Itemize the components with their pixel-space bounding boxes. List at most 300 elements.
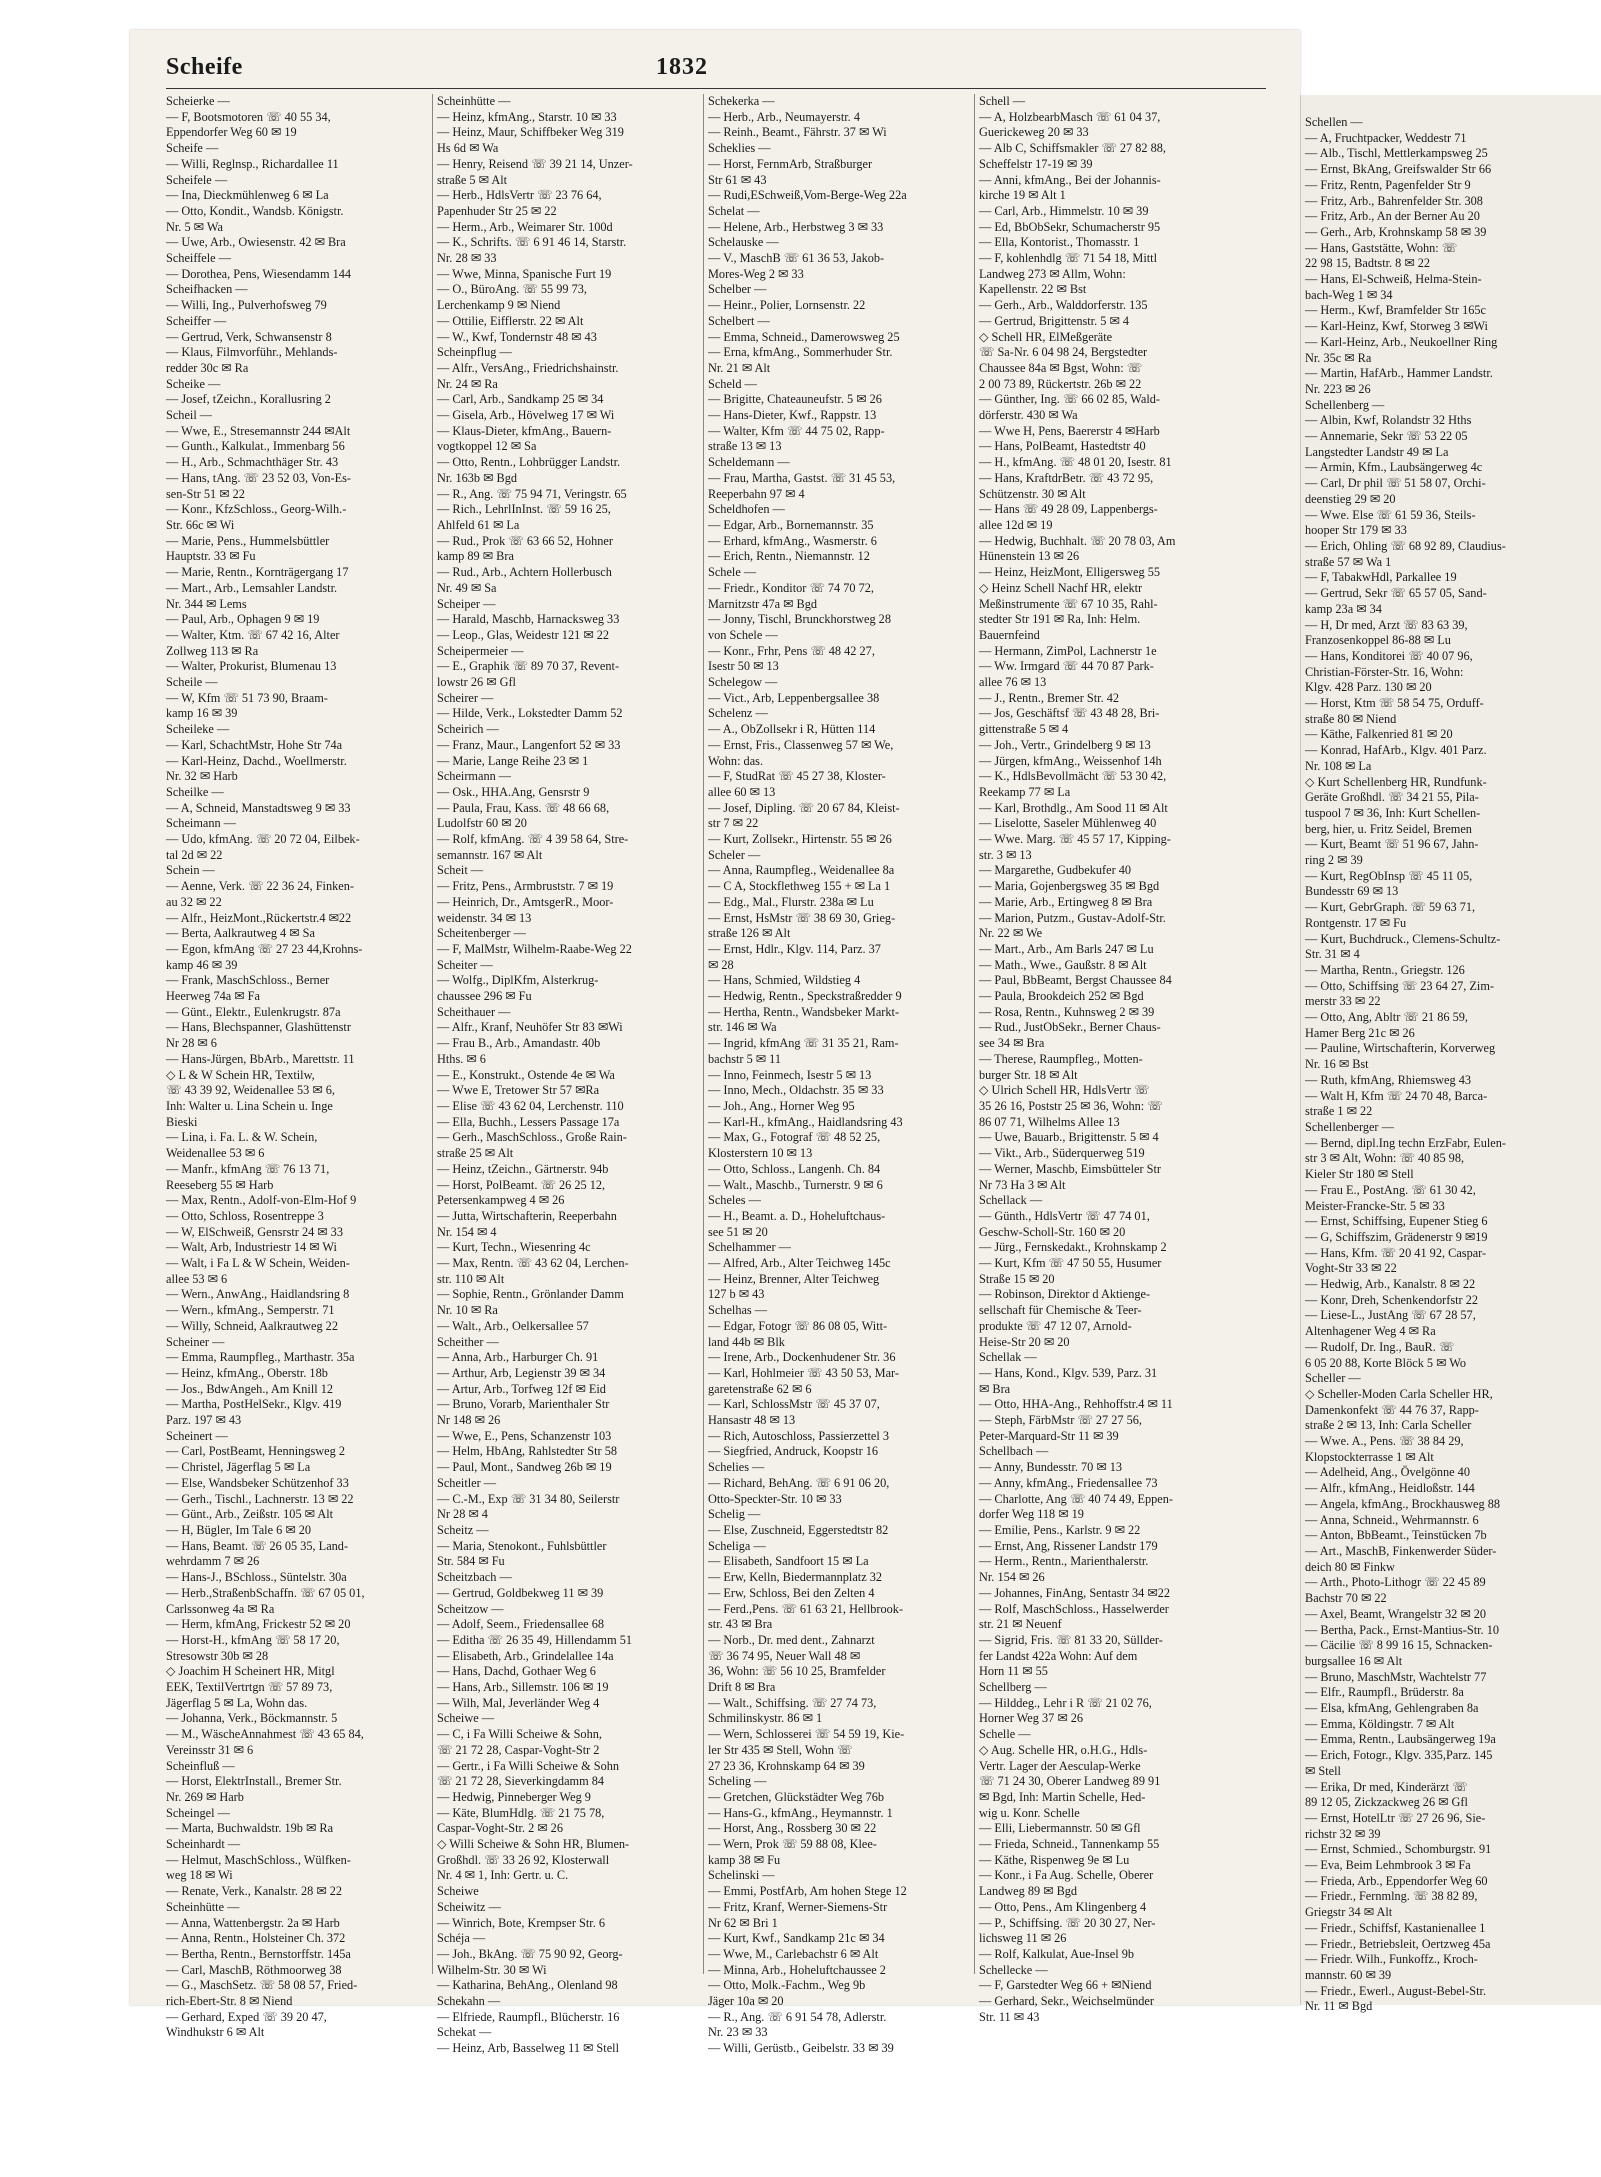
directory-line: — Elise ☏ 43 62 04, Lerchenstr. 110 (437, 1099, 624, 1113)
directory-line: Bundesstr 69 ✉ 13 (1305, 884, 1399, 899)
directory-line: Drift 8 ✉ Bra (708, 1680, 776, 1695)
directory-line: — Axel, Beamt, Wrangelstr 32 ✉ 20 (1305, 1606, 1487, 1621)
directory-line: — Horst, ElektrInstall., Bremer Str. (166, 1774, 342, 1789)
directory-line: — Anny, Bundesstr. 70 ✉ 13 (979, 1460, 1123, 1475)
directory-line: — Therese, Raumpfleg., Motten- (979, 1051, 1143, 1066)
directory-line: — Wwe E, Tretower Str 57 ✉Ra (437, 1083, 600, 1098)
directory-line: — Karl-H., kfmAng., Haidlandsring 43 (708, 1114, 903, 1129)
directory-line: Scheiwitz — (437, 1899, 501, 1914)
directory-line: — Martha, Rentn., Griegstr. 126 (1305, 962, 1465, 977)
directory-line: — Anny, kfmAng., Friedensallee 73 (979, 1475, 1158, 1490)
directory-line: ☏ 43 39 92, Weidenallee 53 ✉ 6, (166, 1083, 335, 1098)
directory-line: — Wwe. A., Pens. ☏ 38 84 29, (1305, 1434, 1464, 1449)
directory-line: — Günther, Ing. ☏ 66 02 85, Wald- (979, 392, 1161, 407)
directory-line: Eppendorfer Weg 60 ✉ 19 (166, 125, 297, 140)
directory-line: — Walt., Maschb., Turnerstr. 9 ✉ 6 (708, 1177, 883, 1192)
directory-line: — Heinz, kfmAng., Starstr. 10 ✉ 33 (437, 109, 617, 124)
directory-line: — Hans, Dachd, Gothaer Weg 6 (437, 1664, 596, 1679)
directory-line: — Walter, Kfm ☏ 44 75 02, Rapp- (708, 423, 885, 438)
facing-page (1300, 95, 1601, 2014)
directory-line: — Wwe, M., Carlebachstr 6 ✉ Alt (708, 1946, 879, 1961)
directory-line: — Willi, Reglnsp., Richardallee 11 (166, 156, 339, 171)
directory-line: ☏ Sa-Nr. 6 04 98 24, Bergstedter (979, 345, 1148, 360)
directory-line: ☏ 71 24 30, Oberer Landweg 89 91 (979, 1774, 1161, 1789)
directory-line: Isestr 50 ✉ 13 (708, 659, 779, 674)
directory-line: — Minna, Arb., Hoheluftchaussee 2 (708, 1962, 886, 1977)
directory-line: — Irene, Arb., Dockenhudener Str. 36 (708, 1350, 896, 1365)
directory-line: — Hans-G., kfmAng., Heymannstr. 1 (708, 1805, 893, 1820)
directory-line: — Günth., HdlsVertr ☏ 47 74 01, (979, 1208, 1150, 1223)
directory-line: 2 00 73 89, Rückertstr. 26b ✉ 22 (979, 376, 1142, 391)
directory-line: Ahlfeld 61 ✉ La (437, 517, 520, 532)
directory-line: Heise-Str 20 ✉ 20 (979, 1334, 1070, 1349)
directory-line: Schelat — (708, 203, 760, 218)
directory-line: — Hans-Dieter, Kwf., Rappstr. 13 (708, 408, 877, 423)
directory-line: — Helene, Arb., Herbstweg 3 ✉ 33 (708, 219, 884, 234)
directory-line: — Dorothea, Pens, Wiesendamm 144 (166, 266, 352, 281)
directory-line: — Kurt, Kfm ☏ 47 50 55, Husumer (979, 1256, 1162, 1271)
directory-line: — W, Kfm ☏ 51 73 90, Braam- (166, 690, 328, 705)
directory-line: — F, StudRat ☏ 45 27 38, Kloster- (708, 769, 886, 784)
directory-line: — Paula, Brookdeich 252 ✉ Bgd (979, 989, 1144, 1004)
directory-line: — Emmi, PostfArb, Am hohen Stege 12 (708, 1884, 907, 1899)
directory-line: Scheiffer — (166, 313, 227, 328)
directory-line: — Gerh., Tischl., Lachnerstr. 13 ✉ 22 (166, 1491, 354, 1506)
directory-line: — Günt., Elektr., Eulenkrugstr. 87a (166, 1004, 341, 1019)
directory-line: Scheit — (437, 863, 484, 878)
directory-line: — Frank, MaschSchloss., Berner (166, 973, 330, 988)
column-divider (974, 94, 975, 1974)
column-divider (432, 94, 433, 1974)
directory-line: — Otto, Kondit., Wandsb. Königstr. (166, 203, 344, 218)
directory-line: — Hedwig, Buchhalt. ☏ 20 78 03, Am (979, 533, 1176, 548)
directory-line: — Wern., kfmAng., Semperstr. 71 (166, 1303, 335, 1318)
directory-line: — Herm., Kwf, Bramfelder Str 165c (1305, 303, 1486, 318)
directory-line: — Walt., Schiffsing. ☏ 27 74 73, (708, 1695, 877, 1710)
directory-line: — W, ElSchweiß, Gensrstr 24 ✉ 33 (166, 1224, 343, 1239)
directory-line: — Gisela, Arb., Hövelweg 17 ✉ Wi (437, 408, 615, 423)
directory-line: — W., Kwf, Tondernstr 48 ✉ 43 (437, 329, 597, 344)
directory-line: allee 53 ✉ 6 (166, 1271, 228, 1286)
directory-line: — Steph, FärbMstr ☏ 27 27 56, (979, 1413, 1142, 1428)
directory-line: — Carl, Arb., Sandkamp 25 ✉ 34 (437, 392, 604, 407)
directory-line: Schellenberg — (1305, 397, 1385, 412)
directory-line: Schelle — (979, 1727, 1031, 1742)
directory-line: — Heinz, Maur, Schiffbeker Weg 319 (437, 125, 624, 140)
directory-line: — Rich., LehrlInInst. ☏ 59 16 25, (437, 502, 611, 517)
directory-line: Schmilinskystr. 86 ✉ 1 (708, 1711, 823, 1726)
directory-line: — Erich, Rentn., Niemannstr. 12 (708, 549, 870, 564)
directory-line: — Lina, i. Fa. L. & W. Schein, (166, 1130, 318, 1145)
column-divider (703, 94, 704, 1974)
directory-line: — C, i Fa Willi Scheiwe & Sohn, (437, 1727, 602, 1742)
directory-line: — Heinz, kfmAng., Oberstr. 18b (166, 1365, 328, 1380)
directory-line: — Wwe H, Pens, Baererstr 4 ✉Harb (979, 423, 1160, 438)
directory-line: Scheierke — (166, 94, 230, 108)
directory-line: — Carl, Dr phil ☏ 51 58 07, Orchi- (1305, 476, 1486, 491)
directory-line: — Konr., i Fa Aug. Schelle, Oberer (979, 1868, 1154, 1883)
directory-line: Scheinert — (166, 1428, 228, 1443)
directory-line: stedter Str 191 ✉ Ra, Inh: Helm. (979, 612, 1141, 627)
directory-line: ◇ Schell HR, ElMeßgeräte (979, 329, 1113, 344)
directory-line: garetenstraße 62 ✉ 6 (708, 1381, 812, 1396)
directory-line: Papenhuder Str 25 ✉ 22 (437, 203, 557, 218)
directory-line: Schelber — (708, 282, 767, 297)
directory-line: Nr. 35c ✉ Ra (1305, 350, 1372, 365)
directory-line: — Alfr., Kranf, Neuhöfer Str 83 ✉Wi (437, 1020, 623, 1035)
directory-line: Kieler Str 180 ✉ Stell (1305, 1167, 1414, 1182)
directory-line: mannstr. 60 ✉ 39 (1305, 1967, 1392, 1982)
directory-line: ☏ 36 74 95, Neuer Wall 48 ✉ (708, 1648, 861, 1663)
directory-line: — Winrich, Bote, Krempser Str. 6 (437, 1915, 605, 1930)
directory-line: — Gerh., MaschSchloss., Große Rain- (437, 1130, 627, 1145)
directory-line: — Willi, Ing., Pulverhofsweg 79 (166, 298, 327, 313)
directory-line: — Ernst, HsMstr ☏ 38 69 30, Grieg- (708, 910, 896, 925)
directory-line: — Erhard, kfmAng., Wasmerstr. 6 (708, 533, 877, 548)
directory-line: Scheler — (708, 847, 761, 862)
directory-line: — Bernd, dipl.Ing techn ErzFabr, Eulen- (1305, 1135, 1506, 1150)
directory-line: — Editha ☏ 26 35 49, Hillendamm 51 (437, 1632, 633, 1647)
directory-line: — Alb., Tischl, Mettlerkampsweg 25 (1305, 146, 1488, 161)
directory-line: burgsallee 16 ✉ Alt (1305, 1653, 1403, 1668)
directory-line: Scheifhacken — (166, 282, 248, 297)
directory-line: — Gertrud, Verk, Schwansenstr 8 (166, 329, 332, 344)
directory-line: — Anna, Rentn., Holsteiner Ch. 372 (166, 1931, 346, 1946)
directory-line: — Charlotte, Ang ☏ 40 74 49, Eppen- (979, 1491, 1173, 1506)
directory-line: Scheldemann — (708, 455, 790, 470)
directory-line: — Friedr., Ewerl., August-Bebel-Str. (1305, 1983, 1487, 1998)
directory-line: Scheither — (437, 1334, 499, 1349)
directory-line: — Jonny, Tischl, Brunckhorstweg 28 (708, 612, 891, 627)
directory-line: Scheiter — (437, 957, 493, 972)
directory-line: — Rud., JustObSekr., Berner Chaus- (979, 1020, 1161, 1035)
directory-line: Reeperbahn 97 ✉ 4 (708, 486, 805, 501)
facing-column (1305, 115, 1601, 2014)
directory-line: — Paul, Arb., Ophagen 9 ✉ 19 (166, 612, 320, 627)
directory-line: str. 110 ✉ Alt (437, 1271, 505, 1286)
directory-line: Jäger 10a ✉ 20 (708, 1994, 784, 2009)
directory-line: — Karl-Heinz, Arb., Neukoellner Ring (1305, 334, 1498, 349)
directory-line: — Otto, Schloss., Langenh. Ch. 84 (708, 1161, 881, 1176)
directory-line: Nr. 24 ✉ Ra (437, 376, 498, 391)
directory-line: — Friedr., Schiffsf, Kastanienallee 1 (1305, 1920, 1486, 1935)
directory-line: Scheiper — (437, 596, 496, 611)
directory-line: — Henry, Reisend ☏ 39 21 14, Unzer- (437, 156, 633, 171)
directory-line: Ludolfstr 60 ✉ 20 (437, 816, 527, 831)
directory-line: — Wern, Schlosserei ☏ 54 59 19, Kie- (708, 1727, 905, 1742)
directory-line: — Horst, FernmArb, Straßburger (708, 156, 873, 171)
directory-line: Scheiwe — (437, 1711, 495, 1726)
directory-line: — Paul, BbBeamt, Bergst Chaussee 84 (979, 973, 1172, 988)
column-4 (979, 94, 1239, 2024)
directory-line: — A, Fruchtpacker, Weddestr 71 (1305, 130, 1467, 145)
directory-line: — Friedr., Fernmlng. ☏ 38 82 89, (1305, 1889, 1478, 1904)
directory-line: — Robinson, Direktor d Aktienge- (979, 1287, 1151, 1302)
directory-line: — Heinz, HeizMont, Elligersweg 55 (979, 565, 1160, 580)
directory-line: Scheinhardt — (166, 1837, 241, 1852)
directory-line: Scheling — (708, 1774, 767, 1789)
directory-page (130, 30, 1300, 2056)
directory-line: — Maria, Gojenbergsweg 35 ✉ Bgd (979, 879, 1160, 894)
directory-line: str. 146 ✉ Wa (708, 1020, 777, 1035)
directory-line: — Frau, Martha, Gastst. ☏ 31 45 53, (708, 470, 896, 485)
directory-line: hooper Str 179 ✉ 33 (1305, 523, 1407, 538)
directory-line: — E., Konstrukt., Ostende 4e ✉ Wa (437, 1067, 615, 1082)
directory-line: — Fritz, Kranf, Werner-Siemens-Str (708, 1899, 888, 1914)
directory-line: — Konr, Dreh, Schenkendorfstr 22 (1305, 1292, 1478, 1307)
directory-line: — Siegfried, Andruck, Koopstr 16 (708, 1444, 879, 1459)
directory-line: — Rolf, Kalkulat, Aue-Insel 9b (979, 1946, 1135, 1961)
directory-line: str. 43 ✉ Bra (708, 1617, 773, 1632)
directory-line: — Hans, PolBeamt, Hastedtstr 40 (979, 439, 1146, 454)
directory-line: — Kurt, RegObInsp ☏ 45 11 05, (1305, 868, 1473, 883)
directory-line: — Werner, Maschb, Eimsbütteler Str (979, 1161, 1162, 1176)
directory-line: Schellberg — (979, 1680, 1047, 1695)
directory-line: — C A, Stockflethweg 155 + ✉ La 1 (708, 879, 891, 894)
directory-line: — Berta, Aalkrautweg 4 ✉ Sa (166, 926, 315, 941)
directory-line: Str. 584 ✉ Fu (437, 1554, 505, 1569)
directory-line: Schellack — (979, 1193, 1043, 1208)
directory-line: Schellbach — (979, 1444, 1049, 1459)
directory-line: — Bertha, Rentn., Bernstorffstr. 145a (166, 1946, 351, 1961)
directory-line: — Max, Rentn., Adolf-von-Elm-Hof 9 (166, 1193, 357, 1208)
directory-line: — Walter, Ktm. ☏ 67 42 16, Alter (166, 627, 340, 642)
directory-line: Scheliga — (708, 1538, 766, 1553)
directory-line: — Marie, Lange Reihe 23 ✉ 1 (437, 753, 589, 768)
directory-line: — Hedwig, Pinneberger Weg 9 (437, 1789, 591, 1804)
directory-line: — Helm, HbAng, Rahlstedter Str 58 (437, 1444, 617, 1459)
directory-line: — Armin, Kfm., Laubsängerweg 4c (1305, 460, 1483, 475)
directory-line: ◇ Ulrich Schell HR, HdlsVertr ☏ (979, 1083, 1150, 1098)
directory-line: Scheiner — (166, 1334, 225, 1349)
directory-line: — Wwe, E., Stresemannstr 244 ✉Alt (166, 423, 351, 438)
directory-line: Nr. 49 ✉ Sa (437, 580, 497, 595)
directory-line: — Konr., KfzSchloss., Georg-Wilh.- (166, 502, 347, 517)
directory-line: Klosterstern 10 ✉ 13 (708, 1146, 813, 1161)
directory-line: — Norb., Dr. med dent., Zahnarzt (708, 1632, 875, 1647)
directory-line: Nr. 10 ✉ Ra (437, 1303, 498, 1318)
directory-line: — Elfr., Raumpfl., Brüderstr. 8a (1305, 1685, 1464, 1700)
directory-line: ☏ 21 72 28, Caspar-Voght-Str 2 (437, 1742, 600, 1757)
directory-line: Bachstr 70 ✉ 22 (1305, 1591, 1387, 1606)
directory-line: — Gunth., Kalkulat., Immenbarg 56 (166, 439, 345, 454)
directory-line: weg 18 ✉ Wi (166, 1868, 233, 1883)
directory-line: — Ina, Dieckmühlenweg 6 ✉ La (166, 188, 329, 203)
directory-line: — Erw, Schloss, Bei den Zelten 4 (708, 1585, 875, 1600)
directory-line: — Emilie, Pens., Karlstr. 9 ✉ 22 (979, 1522, 1141, 1537)
directory-line: — Edgar, Arb., Bornemannstr. 35 (708, 517, 874, 532)
directory-line: kamp 23a ✉ 34 (1305, 601, 1382, 616)
directory-line: — G., MaschSetz. ☏ 58 08 57, Fried- (166, 1978, 358, 1993)
directory-line: ◇ Kurt Schellenberg HR, Rundfunk- (1305, 774, 1487, 789)
directory-line: — Inno, Feinmech, Isestr 5 ✉ 13 (708, 1067, 872, 1082)
directory-line: kirche 19 ✉ Alt 1 (979, 188, 1066, 203)
directory-line: — Hans, KraftdrBetr. ☏ 43 72 95, (979, 470, 1154, 485)
directory-line: — Bruno, MaschMstr, Wachtelstr 77 (1305, 1669, 1487, 1684)
directory-line: — Josef, Dipling. ☏ 20 67 84, Kleist- (708, 800, 900, 815)
directory-line: Schekerka — (708, 94, 775, 108)
directory-line: — F, TabakwHdl, Parkallee 19 (1305, 570, 1457, 585)
directory-line: — Elisabeth, Arb., Grindelallee 14a (437, 1648, 614, 1663)
directory-line: — Arthur, Arb, Legienstr 39 ✉ 34 (437, 1365, 606, 1380)
directory-line: — Frau E., PostAng. ☏ 61 30 42, (1305, 1182, 1476, 1197)
directory-line: Schelies — (708, 1460, 765, 1475)
directory-line: — Heinz, Arb, Basselweg 11 ✉ Stell (437, 2041, 619, 2056)
directory-line: — Walt, Arb, Industriestr 14 ✉ Wi (166, 1240, 337, 1255)
directory-line: — Edgar, Fotogr ☏ 86 08 05, Witt- (708, 1318, 888, 1333)
directory-line: Otto-Speckter-Str. 10 ✉ 33 (708, 1491, 842, 1506)
directory-line: — Math., Wwe., Gaußstr. 8 ✉ Alt (979, 957, 1147, 972)
directory-line: — Ella, Buchh., Lessers Passage 17a (437, 1114, 620, 1129)
column-2 (437, 94, 697, 2056)
directory-line: Nr. 154 ✉ 26 (979, 1570, 1045, 1585)
directory-line: — Paula, Frau, Kass. ☏ 48 66 68, (437, 800, 610, 815)
directory-line: — Ernst, HotelLtr ☏ 27 26 96, Sie- (1305, 1810, 1486, 1825)
directory-line: fer Landst 422a Wohn: Auf dem (979, 1648, 1138, 1663)
directory-line: tuspool 7 ✉ 36, Inh: Kurt Schellen- (1305, 805, 1481, 820)
directory-line: Chaussee 84a ✉ Bgst, Wohn: ☏ (979, 360, 1143, 375)
directory-line: — Fritz, Rentn, Pagenfelder Str 9 (1305, 177, 1471, 192)
directory-line: 89 12 05, Zickzackweg 26 ✉ Gfl (1305, 1795, 1468, 1810)
directory-line: Kapellenstr. 22 ✉ Bst (979, 282, 1087, 297)
directory-line: richstr 32 ✉ 39 (1305, 1826, 1381, 1841)
directory-line: straße 57 ✉ Wa 1 (1305, 554, 1392, 569)
directory-line: — Kurt, Buchdruck., Clemens-Schultz- (1305, 931, 1501, 946)
directory-line: Straße 15 ✉ 20 (979, 1271, 1055, 1286)
directory-line: Schelinski — (708, 1868, 775, 1883)
directory-line: — Ella, Kontorist., Thomasstr. 1 (979, 235, 1140, 250)
directory-line: — Johannes, FinAng, Sentastr 34 ✉22 (979, 1585, 1170, 1600)
directory-line: Christian-Förster-Str. 16, Wohn: (1305, 664, 1464, 679)
directory-line: — A, Schneid, Manstadtsweg 9 ✉ 33 (166, 800, 351, 815)
directory-line: — R., Ang. ☏ 75 94 71, Veringstr. 65 (437, 486, 627, 501)
directory-line: ◇ Joachim H Scheinert HR, Mitgl (166, 1664, 335, 1679)
directory-line: Scheinpflug — (437, 345, 512, 360)
directory-line: — Rolf, MaschSchloss., Hasselwerder (979, 1601, 1169, 1616)
directory-line: — Ernst, Fris., Classenweg 57 ✉ We, (708, 737, 894, 752)
directory-line: — Albin, Kwf, Rolandstr 32 Hths (1305, 413, 1472, 428)
directory-line: — H., Beamt. a. D., Hoheluftchaus- (708, 1208, 886, 1223)
directory-line: vogtkoppel 12 ✉ Sa (437, 439, 537, 454)
directory-line: Scheife — (166, 141, 219, 156)
directory-line: tal 2d ✉ 22 (166, 847, 223, 862)
directory-line: — Else, Zuschneid, Eggerstedtstr 82 (708, 1522, 889, 1537)
directory-line: Nr. 5 ✉ Wa (166, 219, 223, 234)
directory-line: — Emma, Schneid., Damerowsweg 25 (708, 329, 900, 344)
directory-line: — H, Bügler, Im Tale 6 ✉ 20 (166, 1522, 311, 1537)
directory-line: — Carl, PostBeamt, Henningsweg 2 (166, 1444, 345, 1459)
directory-line: — Mart., Arb., Lemsahler Landstr. (166, 580, 338, 595)
directory-line: Nr 28 ✉ 4 (437, 1507, 488, 1522)
directory-line: — Walter, Prokurist, Blumenau 13 (166, 659, 337, 674)
directory-line: Nr. 154 ✉ 4 (437, 1224, 497, 1239)
directory-line: Scheileke — (166, 722, 230, 737)
directory-line: — Konrad, HafArb., Klgv. 401 Parz. (1305, 743, 1487, 758)
directory-line: — Emma, Köldingstr. 7 ✉ Alt (1305, 1716, 1455, 1731)
directory-line: — Helmut, MaschSchloss., Wülfken- (166, 1852, 351, 1867)
directory-line: dörferstr. 430 ✉ Wa (979, 408, 1078, 423)
directory-line: str 7 ✉ 22 (708, 816, 759, 831)
directory-line: — Hans, Arb., Sillemstr. 106 ✉ 19 (437, 1680, 609, 1695)
directory-line: — Marie, Arb., Ertingweg 8 ✉ Bra (979, 894, 1153, 909)
directory-line: — Otto, Rentn., Lohbrügger Landstr. (437, 455, 621, 470)
directory-line: — Hans, Gaststätte, Wohn: ☏ (1305, 240, 1458, 255)
directory-line: deich 80 ✉ Finkw (1305, 1559, 1395, 1574)
directory-line: Nr. 108 ✉ La (1305, 758, 1372, 773)
directory-line: — Alfr., HeizMont.,Rückertstr.4 ✉22 (166, 910, 352, 925)
directory-line: — Alfred, Arb., Alter Teichweg 145c (708, 1256, 891, 1271)
directory-line: Nr. 4 ✉ 1, Inh: Gertr. u. C. (437, 1868, 569, 1883)
directory-line: — Richard, BehAng. ☏ 6 91 06 20, (708, 1475, 890, 1490)
directory-line: — Martha, PostHelSekr., Klgv. 419 (166, 1397, 342, 1412)
directory-line: Jägerflag 5 ✉ La, Wohn das. (166, 1695, 308, 1710)
directory-line: — Ottilie, Eifflerstr. 22 ✉ Alt (437, 313, 584, 328)
directory-line: allee 60 ✉ 13 (708, 784, 776, 799)
directory-line: Peter-Marquard-Str 11 ✉ 39 (979, 1428, 1119, 1443)
directory-line: — Kurt, Zollsekr., Hirtenstr. 55 ✉ 26 (708, 832, 892, 847)
directory-line: ◇ Aug. Schelle HR, o.H.G., Hdls- (979, 1742, 1148, 1757)
directory-line: Str. 31 ✉ 4 (1305, 947, 1360, 962)
directory-line: — C.-M., Exp ☏ 31 34 80, Seilerstr (437, 1491, 620, 1506)
directory-line: Str. 66c ✉ Wi (166, 517, 235, 532)
directory-line: Marnitzstr 47a ✉ Bgd (708, 596, 818, 611)
directory-line: Schein — (166, 863, 215, 878)
directory-line: — Hans, Blechspanner, Glashüttenstr (166, 1020, 351, 1035)
directory-line: — Reinh., Beamt., Fährstr. 37 ✉ Wi (708, 125, 887, 140)
directory-line: semannstr. 167 ✉ Alt (437, 847, 543, 862)
directory-line: — Karl, Hohlmeier ☏ 43 50 53, Mar- (708, 1365, 900, 1380)
directory-line: — Ingrid, kfmAng ☏ 31 35 21, Ram- (708, 1036, 899, 1051)
directory-line: — Max, G., Fotograf ☏ 48 52 25, (708, 1130, 881, 1145)
directory-line: — Marion, Putzm., Gustav-Adolf-Str. (979, 910, 1166, 925)
directory-line: straße 80 ✉ Niend (1305, 711, 1397, 726)
directory-line: — P., Schiffsing. ☏ 20 30 27, Ner- (979, 1915, 1156, 1930)
directory-line: — Mart., Arb., Am Barls 247 ✉ Lu (979, 941, 1154, 956)
directory-line: Scheiffele — (166, 251, 231, 266)
directory-line: — Walt., Arb., Oelkersallee 57 (437, 1318, 589, 1333)
directory-line: Schéja — (437, 1931, 486, 1946)
directory-line: — Jutta, Wirtschafterin, Reeperbahn (437, 1208, 617, 1223)
directory-line: Str 61 ✉ 43 (708, 172, 767, 187)
directory-line: — Hans, Beamt. ☏ 26 05 35, Land- (166, 1538, 349, 1553)
directory-line: — F, Bootsmotoren ☏ 40 55 34, (166, 109, 331, 124)
directory-line: — Walt, i Fa L & W Schein, Weiden- (166, 1256, 350, 1271)
directory-line: — Emma, Rentn., Laubsängerweg 19a (1305, 1732, 1496, 1747)
directory-line: Schellenberger — (1305, 1120, 1394, 1134)
directory-line: ◇ Heinz Schell Nachf HR, elektr (979, 580, 1143, 595)
directory-line: Scheil — (166, 408, 213, 423)
directory-line: von Schele — (708, 627, 778, 642)
directory-line: straße 2 ✉ 13, Inh: Carla Scheller (1305, 1418, 1472, 1433)
directory-line: — Eva, Beim Lehmbrook 3 ✉ Fa (1305, 1858, 1471, 1873)
directory-line: — Erich, Ohling ☏ 68 92 89, Claudius- (1305, 538, 1506, 553)
directory-line: chaussee 296 ✉ Fu (437, 989, 532, 1004)
directory-line: Nr 73 Ha 3 ✉ Alt (979, 1177, 1066, 1192)
directory-line: Griegstr 34 ✉ Alt (1305, 1905, 1393, 1920)
directory-line: Nr 28 ✉ 6 (166, 1036, 217, 1051)
directory-line: Meßinstrumente ☏ 67 10 35, Rahl- (979, 596, 1158, 611)
directory-line: — Willi, Gerüstb., Geibelstr. 33 ✉ 39 (708, 2041, 894, 2056)
directory-line: — Heinr., Polier, Lornsenstr. 22 (708, 298, 866, 313)
directory-line: — Jürg., Fernskedakt., Krohnskamp 2 (979, 1240, 1167, 1255)
directory-line: — Anna, Schneid., Wehrmannstr. 6 (1305, 1512, 1479, 1527)
directory-line: — Karl-Heinz, Kwf, Storweg 3 ✉Wi (1305, 319, 1488, 334)
directory-line: — Hans, El-Schweiß, Helma-Stein- (1305, 272, 1482, 287)
directory-line: Stresowstr 30b ✉ 28 (166, 1648, 269, 1663)
directory-line: — Kurt, GebrGraph. ☏ 59 63 71, (1305, 900, 1476, 915)
directory-line: — Käte, BlumHdlg. ☏ 21 75 78, (437, 1805, 605, 1820)
directory-line: Zollweg 113 ✉ Ra (166, 643, 259, 658)
